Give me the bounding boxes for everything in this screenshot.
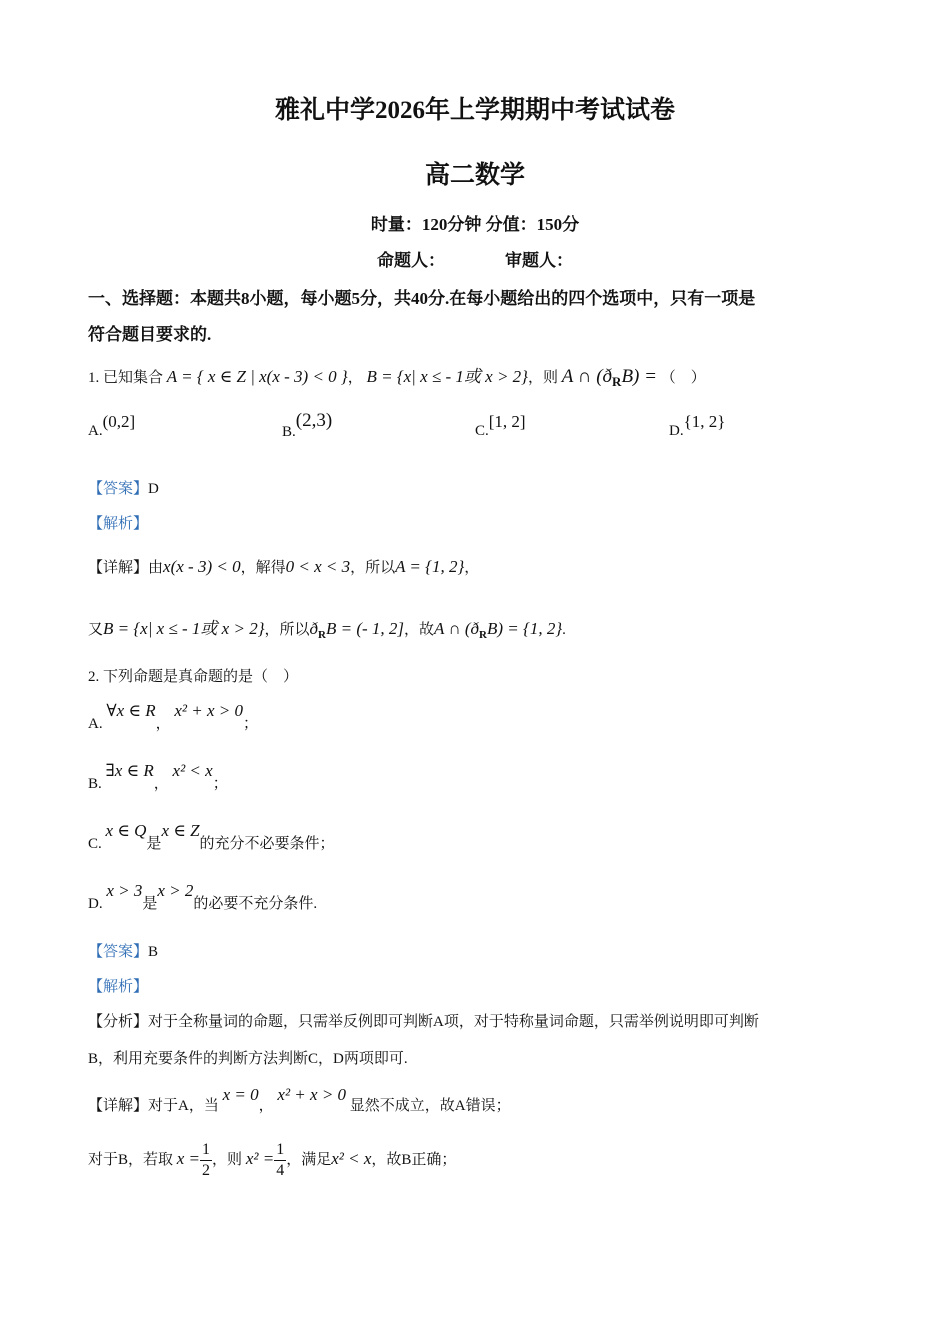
q1-detail2-b: B = {x| x ≤ - 1或 x > 2} xyxy=(103,619,265,638)
q2-detail2-a: 对于B，若取 xyxy=(88,1151,174,1168)
q1-detail1-e: ，所以 xyxy=(350,560,396,576)
q2-detail2-b: ，则 xyxy=(212,1151,243,1168)
section-heading-line2: 符合题目要求的. xyxy=(88,325,212,344)
q2-option-b-end: ； xyxy=(212,776,228,792)
q2-fraction-half xyxy=(200,1140,212,1181)
q1-setB: B = {x| x ≤ - 1或 x > 2} xyxy=(366,367,528,386)
setter-reviewer xyxy=(0,246,950,271)
q1-paren: （ ） xyxy=(660,370,706,386)
q2-fenxi-text1: 对于全称量词的命题，只需举反例即可判断A项，对于特称量词命题，只需举例说明即可判断 xyxy=(148,1014,759,1030)
q1-prefix: 1. 已知集合 xyxy=(88,370,164,386)
q2-option-c-label: C. xyxy=(88,836,102,852)
q2-option-a xyxy=(88,700,259,732)
q2-option-d-mid: 是 xyxy=(142,896,158,912)
setter-label: 命题人： xyxy=(377,251,445,270)
q2-detail2-d: x² < x xyxy=(331,1148,372,1168)
q1-option-d-value: {1, 2} xyxy=(683,412,726,431)
q1-detail1-g: ， xyxy=(464,560,480,576)
q2-frac1-denominator: 2 xyxy=(202,1162,211,1179)
q2-option-b-math1: ∃x ∈ R xyxy=(105,761,154,780)
q1-expr: A ∩ (ð xyxy=(561,366,613,387)
q2-detail1-c: ， xyxy=(258,1098,274,1114)
q2-fraction-quarter xyxy=(274,1140,286,1181)
q1-detail2-g: A ∩ (ð xyxy=(434,619,480,638)
q1-detail-tag: 【详解】 xyxy=(88,560,149,576)
q1-option-b-label: B. xyxy=(282,424,296,440)
q1-option-b xyxy=(282,410,333,442)
q2-frac2-numerator: 1 xyxy=(274,1140,286,1161)
q1-detail2-e: B = (- 1, 2] xyxy=(325,619,405,638)
q2-option-d-math2: x > 2 xyxy=(157,881,194,900)
q2-detail1-a: 对于A，当 xyxy=(148,1098,219,1114)
q1-option-d xyxy=(669,412,726,440)
q1-answer-value: D xyxy=(148,481,159,497)
q2-option-a-math1: ∀x ∈ R xyxy=(106,701,156,720)
q2-option-b-label: B. xyxy=(88,776,102,792)
q2-option-a-math2: x² + x > 0 xyxy=(174,701,244,720)
q1-detail2-sub2: R xyxy=(479,629,487,641)
q1-detail2-c: ，所以 xyxy=(264,622,310,638)
q1-option-d-label: D. xyxy=(669,423,684,439)
q1-detail1-d: 0 < x < 3 xyxy=(285,557,351,576)
q2-analysis-tag: 【解析】 xyxy=(88,979,149,995)
q1-complement-sub: R xyxy=(612,374,622,389)
q1-sep: ， xyxy=(347,370,363,386)
q1-option-a-label: A. xyxy=(88,423,103,439)
q2-option-d-math1: x > 3 xyxy=(106,881,143,900)
q1-option-a-value: (0,2] xyxy=(102,412,136,431)
q1-detail2-h: B) = {1, 2} xyxy=(487,619,563,638)
q2-detail2-e: ，故B正确； xyxy=(371,1151,457,1168)
q2-option-c xyxy=(88,820,335,852)
q2-detail2-x2: x² = xyxy=(245,1148,275,1168)
q2-option-c-mid: 是 xyxy=(146,836,162,852)
q1-option-a xyxy=(88,412,136,440)
q2-frac1-numerator: 1 xyxy=(200,1140,212,1161)
q1-answer xyxy=(88,477,159,498)
q1-detail2-d: ð xyxy=(309,619,319,638)
q1-analysis-tag: 【解析】 xyxy=(88,516,149,532)
q2-detail1-b: x = 0 xyxy=(222,1085,259,1104)
q1-option-b-value: (2,3) xyxy=(295,410,333,431)
q1-detail2-f: ，故 xyxy=(404,622,435,638)
q2-detail2-x: x = xyxy=(176,1148,201,1168)
q2-detail1-d: x² + x > 0 xyxy=(277,1085,347,1104)
q2-detail-line2 xyxy=(88,1140,456,1181)
q2-option-c-math2: x ∈ Z xyxy=(161,821,200,840)
q1-then: ，则 xyxy=(527,370,558,386)
q1-detail1-b: x(x - 3) < 0 xyxy=(163,557,241,576)
q2-answer-tag: 【答案】 xyxy=(88,944,149,960)
q2-frac2-denominator: 4 xyxy=(276,1162,285,1179)
q2-stem: 2. 下列命题是真命题的是（ ） xyxy=(88,669,299,685)
q1-detail-line1 xyxy=(88,556,479,577)
q2-option-b-math2: x² < x xyxy=(172,761,213,780)
exam-title: 雅礼中学2026年上学期期中考试试卷 xyxy=(274,97,675,124)
q2-answer xyxy=(88,940,158,961)
q2-option-c-end: 的充分不必要条件； xyxy=(199,836,335,852)
q2-option-a-comma: ， xyxy=(155,716,171,732)
q1-detail1-f: A = {1, 2} xyxy=(395,557,465,576)
q1-detail-line2 xyxy=(88,614,566,641)
q2-option-a-end: ； xyxy=(243,716,259,732)
q1-expr2: B) = xyxy=(621,366,657,387)
q2-option-c-math1: x ∈ Q xyxy=(105,821,147,840)
q1-detail2-sub: R xyxy=(318,629,326,641)
q2-detail-tag: 【详解】 xyxy=(88,1098,149,1114)
q2-fenxi-tag: 【分析】 xyxy=(88,1014,149,1030)
q2-answer-value: B xyxy=(148,944,159,960)
q1-stem xyxy=(88,362,706,390)
q1-option-c-label: C. xyxy=(475,423,489,439)
q2-fenxi-line2: B，利用充要条件的判断方法判断C，D两项即可. xyxy=(88,1051,408,1067)
q2-option-b xyxy=(88,760,228,792)
q2-option-a-label: A. xyxy=(88,716,103,732)
q1-answer-tag: 【答案】 xyxy=(88,481,149,497)
q2-option-b-comma: ， xyxy=(153,776,169,792)
q1-option-c-value: [1, 2] xyxy=(488,412,526,431)
section-heading-line1: 一、选择题：本题共8小题，每小题5分，共40分.在每小题给出的四个选项中，只有一项是 xyxy=(88,289,756,308)
q1-detail1-a: 由 xyxy=(148,560,164,576)
q2-option-d-label: D. xyxy=(88,896,103,912)
q2-detail1-e: 显然不成立，故A错误； xyxy=(349,1098,511,1114)
q2-detail-line1 xyxy=(88,1084,511,1114)
q2-option-d xyxy=(88,880,318,912)
q1-detail2-a: 又 xyxy=(88,622,104,638)
q1-setA: A = { x ∈ Z | x(x - 3) < 0 } xyxy=(166,367,348,386)
time-score-info: 时量：120分钟 分值：150分 xyxy=(370,215,580,234)
q2-fenxi-line1 xyxy=(88,1010,759,1031)
q1-detail1-c: ，解得 xyxy=(240,560,286,576)
q1-option-c xyxy=(475,412,526,440)
q2-option-d-end: 的必要不充分条件. xyxy=(193,896,318,912)
subject-title: 高二数学 xyxy=(424,162,525,189)
reviewer-label: 审题人： xyxy=(505,251,573,270)
q1-detail2-i: . xyxy=(562,622,566,638)
q2-detail2-c: ，满足 xyxy=(286,1151,332,1168)
